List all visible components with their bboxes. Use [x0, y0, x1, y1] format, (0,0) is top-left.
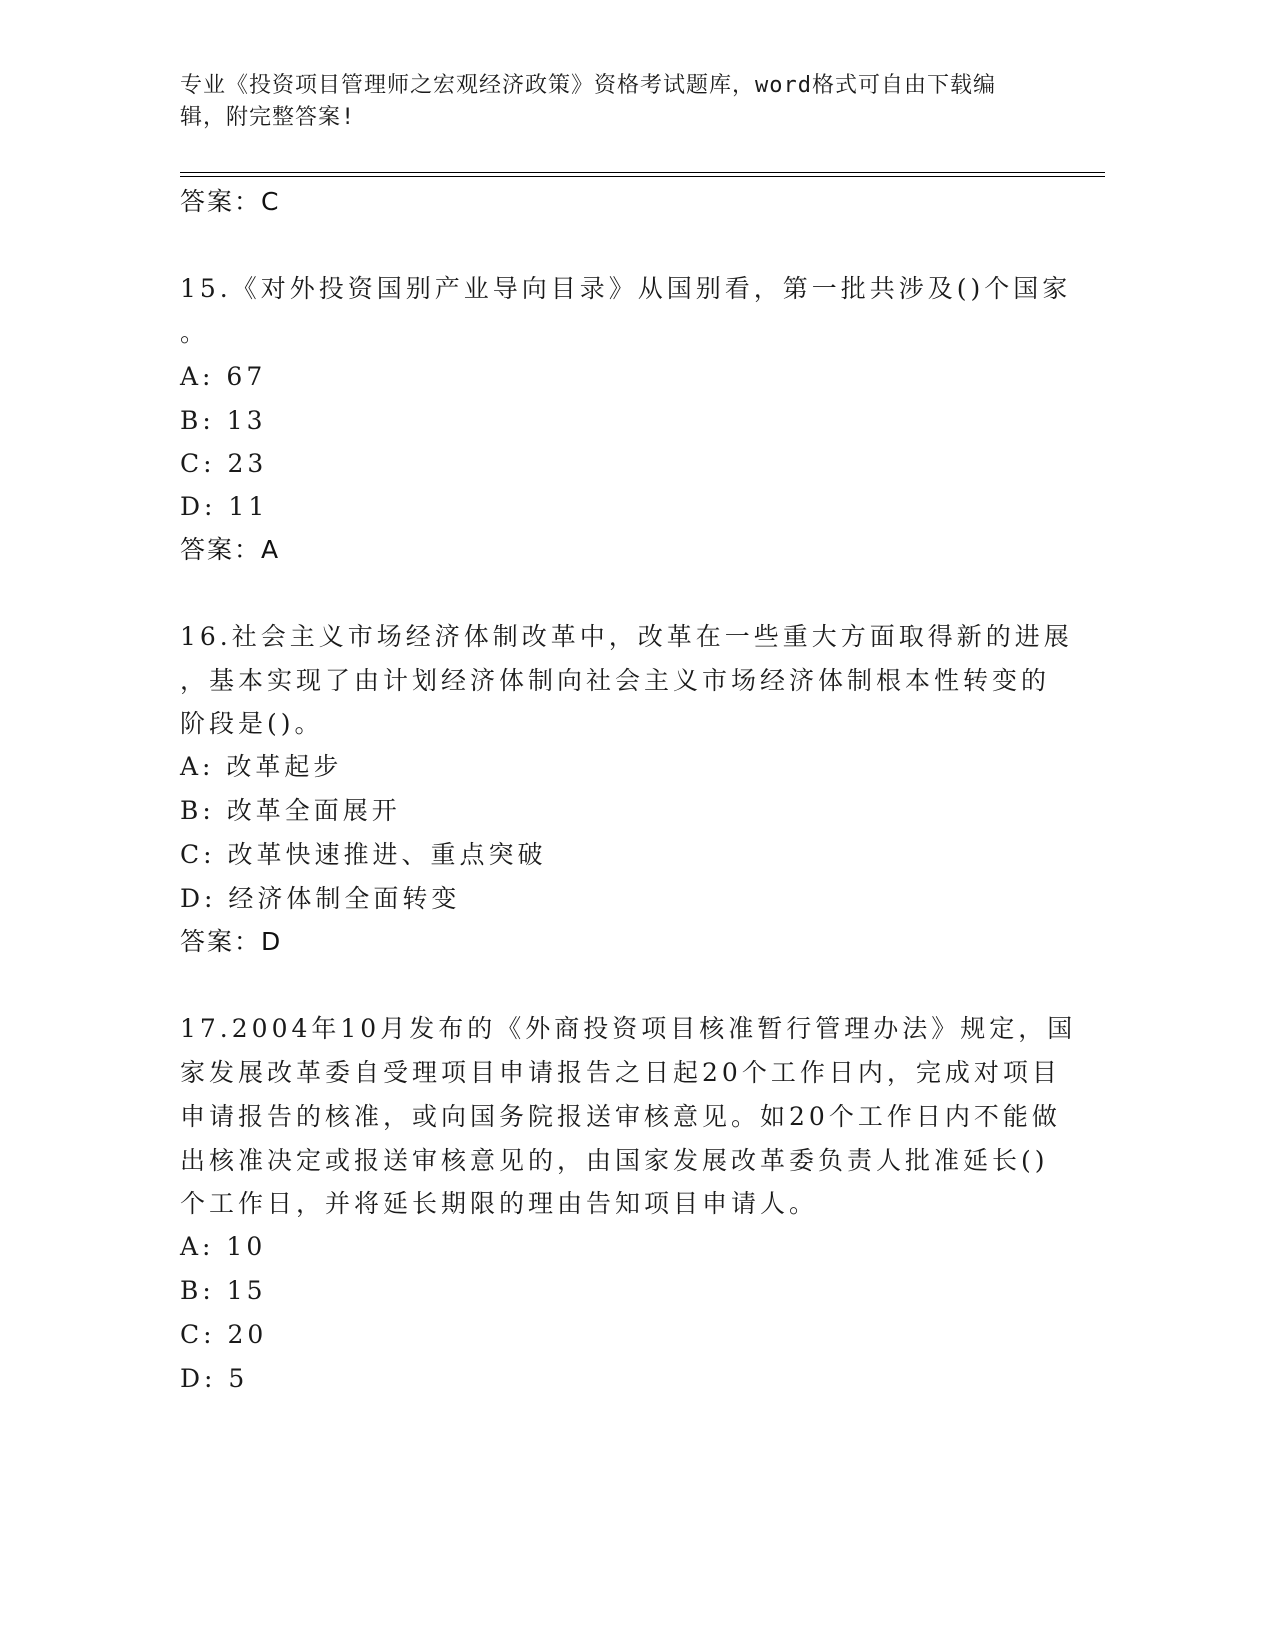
- q15-text-line-1: 15.《对外投资国别产业导向目录》从国别看，第一批共涉及()个国家: [180, 274, 1072, 303]
- q16-answer: 答案：D: [180, 927, 283, 956]
- q17-text-line-3: 申请报告的核准，或向国务院报送审核意见。如20个工作日内不能做: [180, 1102, 1061, 1131]
- previous-answer: 答案：C: [180, 187, 281, 216]
- header-divider-top: [180, 172, 1105, 173]
- q16-option-a: A: 改革起步: [180, 752, 343, 781]
- q17-option-d: D: 5: [180, 1364, 249, 1393]
- q16-option-d: D: 经济体制全面转变: [180, 884, 461, 913]
- q15-text-line-2: 。: [180, 318, 210, 347]
- q15-option-a: A: 67: [180, 362, 267, 391]
- q15-answer: 答案：A: [180, 535, 281, 564]
- q17-text-line-1: 17.2004年10月发布的《外商投资项目核准暂行管理办法》规定，国: [180, 1014, 1077, 1043]
- q16-option-b: B: 改革全面展开: [180, 796, 401, 825]
- header-divider-bottom: [180, 176, 1105, 177]
- q17-option-b: B: 15: [180, 1276, 267, 1305]
- q15-option-c: C: 23: [180, 449, 268, 478]
- q17-option-a: A: 10: [180, 1232, 267, 1261]
- q16-text-line-2: ，基本实现了由计划经济体制向社会主义市场经济体制根本性转变的: [180, 666, 1051, 695]
- q16-option-c: C: 改革快速推进、重点突破: [180, 840, 547, 869]
- q15-option-b: B: 13: [180, 406, 267, 435]
- header-line-1: 专业《投资项目管理师之宏观经济政策》资格考试题库，word格式可自由下载编: [180, 73, 996, 98]
- document-header: [180, 70, 1040, 134]
- q17-text-line-2: 家发展改革委自受理项目申请报告之日起20个工作日内，完成对项目: [180, 1058, 1061, 1087]
- q17-text-line-5: 个工作日，并将延长期限的理由告知项目申请人。: [180, 1189, 819, 1218]
- q16-text-line-1: 16.社会主义市场经济体制改革中，改革在一些重大方面取得新的进展: [180, 622, 1073, 651]
- q16-text-line-3: 阶段是()。: [180, 709, 324, 738]
- q17-text-line-4: 出核准决定或报送审核意见的，由国家发展改革委负责人批准延长(): [180, 1146, 1049, 1175]
- q15-option-d: D: 11: [180, 492, 269, 521]
- header-line-2: 辑，附完整答案!: [180, 105, 356, 130]
- q17-option-c: C: 20: [180, 1320, 268, 1349]
